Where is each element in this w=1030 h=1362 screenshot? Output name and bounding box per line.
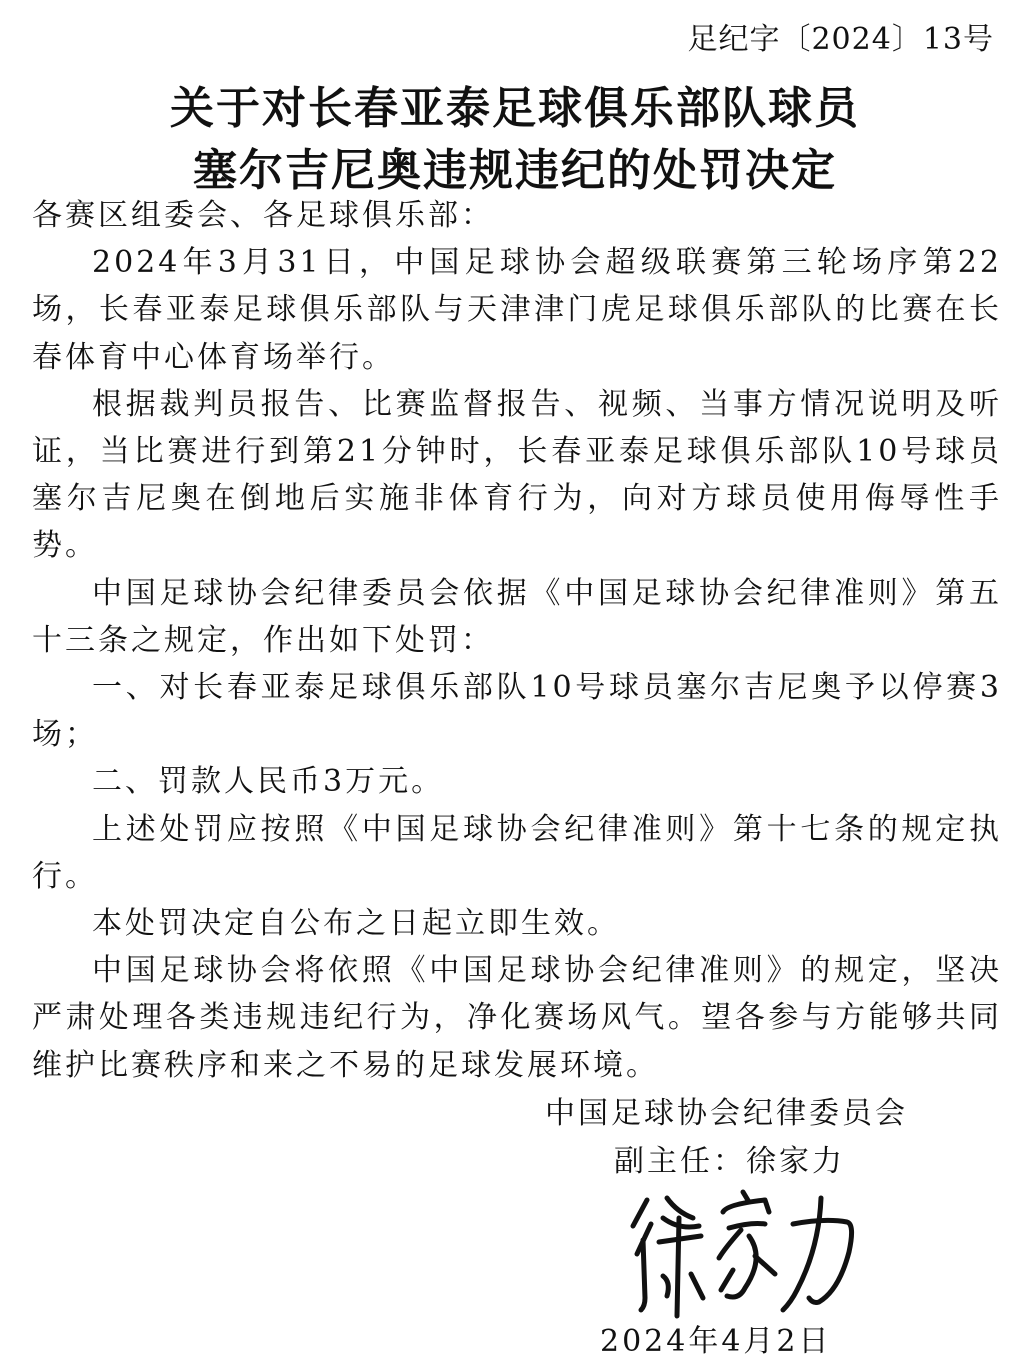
- penalty-item-suspension: 一、对长春亚泰足球俱乐部队10号球员塞尔吉尼奥予以停赛3场；: [32, 670, 1002, 753]
- paragraph-closing: 中国足球协会将依照《中国足球协会纪律准则》的规定，坚决严肃处理各类违规违纪行为，净化赛场风气。望各参与方能够共同维护比赛秩序和来之不易的足球发展环境。: [32, 953, 1002, 1083]
- penalty-item-fine: 二、罚款人民币3万元。: [92, 764, 445, 800]
- document-title-line-2: 塞尔吉尼奥违规违纪的处罚决定: [193, 145, 837, 196]
- paragraph-match-info: 2024年3月31日，中国足球协会超级联赛第三轮场序第22场，长春亚泰足球俱乐部队与天津津门虎足球俱乐部队的比赛在长春体育中心体育场举行。: [32, 245, 1002, 375]
- handwritten-signature: [615, 1178, 875, 1328]
- salutation: 各赛区组委会、各足球俱乐部：: [32, 198, 494, 233]
- paragraph-effective: 本处罚决定自公布之日起立即生效。: [92, 906, 620, 942]
- signing-person: 副主任：徐家力: [614, 1144, 845, 1179]
- document-title-line-1: 关于对长春亚泰足球俱乐部队球员: [170, 83, 860, 134]
- paragraph-basis: 中国足球协会纪律委员会依据《中国足球协会纪律准则》第五十三条之规定，作出如下处罚：: [32, 575, 1002, 658]
- document-date: 2024年4月2日: [600, 1324, 832, 1359]
- paragraph-incident: 根据裁判员报告、比赛监督报告、视频、当事方情况说明及听证，当比赛进行到第21分钟时，长春亚泰足球俱乐部队10号球员塞尔吉尼奥在倒地后实施非体育行为，向对方球员使用侮辱性手势。: [32, 386, 1002, 564]
- signing-organization: 中国足球协会纪律委员会: [545, 1096, 908, 1131]
- paragraph-execution: 上述处罚应按照《中国足球协会纪律准则》第十七条的规定执行。: [32, 811, 1002, 894]
- document-number: 足纪字〔2024〕13号: [687, 22, 994, 57]
- document-body: [32, 192, 1002, 1089]
